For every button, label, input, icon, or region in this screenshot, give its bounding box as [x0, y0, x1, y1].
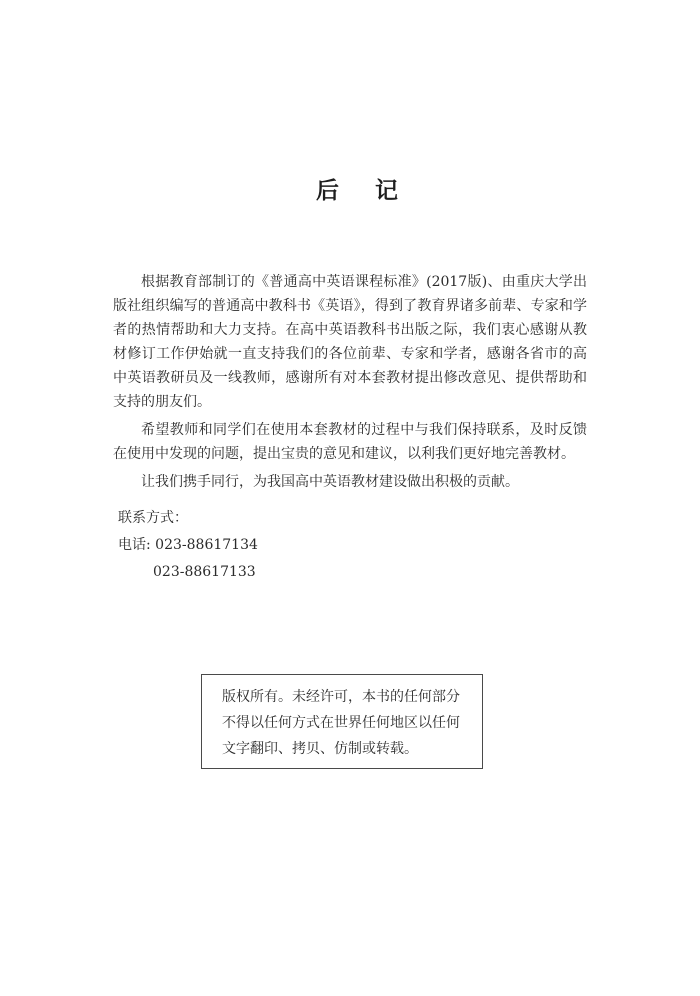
afterword-body [113, 270, 587, 498]
copyright-line-2: 不得以任何方式在世界任何地区以任何 [222, 715, 460, 731]
phone-number-1: 023-88617134 [155, 537, 258, 553]
contact-info [118, 505, 258, 586]
paragraph-acknowledgement: 根据教育部制订的《普通高中英语课程标准》(2017版)、由重庆大学出版社组织编写的普通高中教科书《英语》，得到了教育界诸多前辈、专家和学者的热情帮助和大力支持。在高中英语教科书出版之际，我们衷心感谢从教材修订工作伊始就一直支持我们的各位前辈、专家和学者，感谢各省市的高中英语教研员及一线教师，感谢所有对本套教材提出修改意见、提供帮助和支持的朋友们。 [113, 274, 587, 410]
paragraph-feedback: 希望教师和同学们在使用本套教材的过程中与我们保持联系，及时反馈在使用中发现的问题，提出宝贵的意见和建议，以利我们更好地完善教材。 [113, 422, 587, 462]
page-title: 后 记 [315, 178, 412, 204]
phone-row-1 [118, 532, 258, 559]
copyright-line-1: 版权所有。未经许可，本书的任何部分 [222, 689, 460, 705]
paragraph-closing: 让我们携手同行，为我国高中英语教材建设做出积极的贡献。 [141, 474, 519, 490]
copyright-notice [201, 674, 483, 769]
phone-number-2: 023-88617133 [153, 564, 256, 580]
contact-heading: 联系方式： [118, 510, 188, 526]
phone-label: 电话: [118, 537, 156, 553]
phone-row-2 [118, 559, 258, 586]
copyright-line-3: 文字翻印、拷贝、仿制或转载。 [222, 741, 418, 757]
